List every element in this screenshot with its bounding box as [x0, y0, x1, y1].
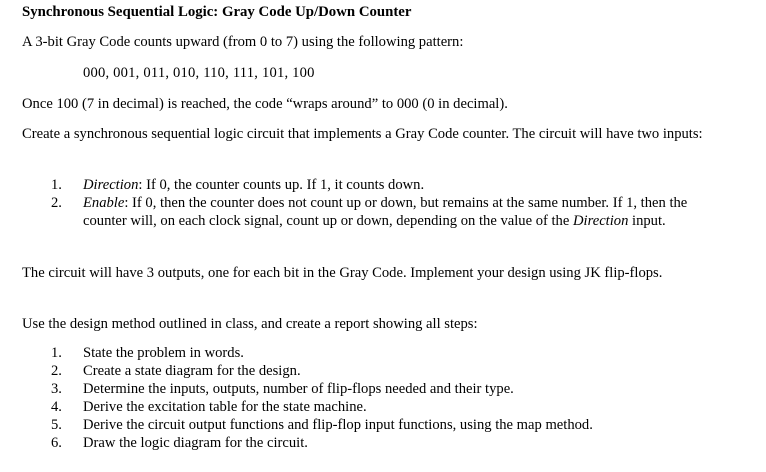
document-title: Synchronous Sequential Logic: Gray Code Up/Down Counter [22, 4, 412, 20]
input-name-enable: Enable [83, 195, 125, 211]
list-number: 1. [51, 345, 62, 361]
step-text: Create a state diagram for the design. [83, 363, 301, 379]
list-number: 4. [51, 399, 62, 415]
step-text: Draw the logic diagram for the circuit. [83, 435, 308, 451]
list-item [0, 176, 723, 194]
list-number: 2. [51, 363, 62, 379]
input-name-direction: Direction [83, 177, 139, 193]
list-number: 5. [51, 417, 62, 433]
step-text: State the problem in words. [83, 345, 244, 361]
input-name-direction-ref: Direction [572, 213, 629, 229]
wrap-around-paragraph: Once 100 (7 in decimal) is reached, the code “wraps around” to 000 (0 in decimal). [22, 96, 508, 112]
inputs-list [0, 176, 723, 230]
list-item [0, 434, 723, 452]
input-description: : If 0, the counter counts up. If 1, it counts down. [138, 177, 425, 193]
steps-list [0, 344, 723, 452]
step-text: Determine the inputs, outputs, number of flip-flops needed and their type. [83, 381, 514, 397]
method-paragraph: Use the design method outlined in class, and create a report showing all steps: [22, 316, 478, 332]
list-number: 3. [51, 381, 62, 397]
list-number: 1. [51, 177, 62, 193]
list-item [0, 194, 723, 230]
list-item [0, 416, 723, 434]
list-item [0, 398, 723, 416]
list-number: 2. [51, 195, 62, 211]
gray-code-sequence: 000, 001, 011, 010, 110, 111, 101, 100 [83, 65, 315, 81]
list-number: 6. [51, 435, 62, 451]
step-text: Derive the excitation table for the state machine. [83, 399, 367, 415]
step-text: Derive the circuit output functions and flip-flop input functions, using the map method. [83, 417, 593, 433]
intro-paragraph: A 3-bit Gray Code counts upward (from 0 to 7) using the following pattern: [22, 34, 464, 50]
input-description: : If 0, then the counter does not count up or down, but remains at the same number. If 1, then the counter will, on each clock signal, count up or down, depending on the value of the [83, 195, 688, 229]
outputs-paragraph: The circuit will have 3 outputs, one for each bit in the Gray Code. Implement your design using JK flip-flops. [22, 265, 663, 281]
list-item [0, 344, 723, 362]
list-item [0, 362, 723, 380]
task-paragraph: Create a synchronous sequential logic circuit that implements a Gray Code counter. The circuit will have two inputs: [22, 126, 703, 142]
input-description-tail: input. [628, 213, 666, 229]
list-item [0, 380, 723, 398]
